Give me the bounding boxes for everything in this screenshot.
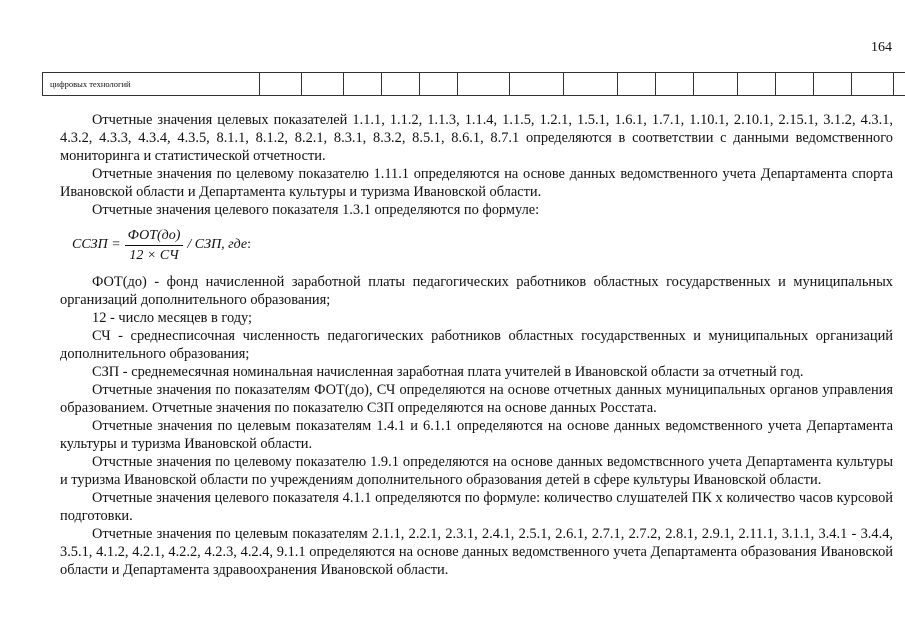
paragraph: Отчстные значения по целевому показателю 1.9.1 определяются на основе данных ведомствснного учета Департамента культуры и туризма Ивановской области по учреждениям дополнительного образования детей в сфере культуры Ивановской области.: [60, 454, 893, 488]
table-cell: [382, 73, 420, 96]
table-cell: [564, 73, 618, 96]
formula-lhs: ССЗП =: [72, 237, 121, 252]
table-cell: [510, 73, 564, 96]
paragraph: Отчетные значения целевого показателя 4.1.1 определяются по формуле: количество слушателей ПК х количество часов курсовой подготовки.: [60, 490, 893, 524]
paragraph: ФОТ(до) - фонд начисленной заработной платы педагогических работников областных государственных и муниципальных организаций дополнительного образования;: [60, 274, 893, 308]
table-cell: [260, 73, 302, 96]
paragraph: Отчетные значения по показателям ФОТ(до), СЧ определяются на основе отчетных данных муниципальных органов управления образованием. Отчетные значения по показателю СЗП определяются на основе данных Росстата.: [60, 382, 893, 416]
page-number: 164: [871, 40, 892, 55]
table-cell-label: цифровых технологий: [43, 73, 260, 96]
table-cell: [656, 73, 694, 96]
table-cell: [738, 73, 776, 96]
paragraph: Отчетные значения целевого показателя 1.3.1 определяются по формуле:: [92, 202, 540, 218]
table-row: [43, 73, 905, 96]
table-cell: [420, 73, 458, 96]
document-body: [60, 111, 893, 579]
formula-fraction: [125, 227, 184, 264]
paragraph: 12 - число месяцев в году;: [92, 310, 253, 326]
paragraph: Отчетные значения по целевым показателям 1.4.1 и 6.1.1 определяются на основе данных ведомственного учета Департамента культуры и туризма Ивановской области.: [60, 418, 893, 452]
formula: [60, 217, 893, 273]
table-cell: [458, 73, 510, 96]
table-cell: [302, 73, 344, 96]
table-cell: [694, 73, 738, 96]
formula-denominator: 12 × СЧ: [129, 247, 179, 263]
paragraph: Отчетные значения по целевым показателям 2.1.1, 2.2.1, 2.3.1, 2.4.1, 2.5.1, 2.6.1, 2.7.1, 2.7.2, 2.8.1, 2.9.1, 2.11.1, 3.1.1, 3.4.1 - 3.4.4, 3.5.1, 4.1.2, 4.2.1, 4.2.2, 4.2.3, 4.2.4, 9.1.1 определяются на основе данных ведомственного учета Департамента образования Ивановской области и Департамента здравоохранения Ивановской области.: [60, 526, 893, 578]
indicator-table-fragment: [42, 72, 905, 96]
formula-colon: :: [247, 237, 251, 252]
table-cell: [776, 73, 814, 96]
table-cell: [852, 73, 894, 96]
formula-rest: / СЗП, где: [187, 237, 248, 252]
table-cell: [894, 73, 905, 96]
paragraph: СЗП - среднемесячная номинальная начисленная заработная плата учителей в Ивановской области за отчетный год.: [92, 364, 804, 380]
paragraph: СЧ - среднесписочная численность педагогических работников областных государственных и муниципальных организаций дополнительного образования;: [60, 328, 893, 362]
table-cell: [814, 73, 852, 96]
table-cell: [618, 73, 656, 96]
paragraph: Отчетные значения целевых показателей 1.1.1, 1.1.2, 1.1.3, 1.1.4, 1.1.5, 1.2.1, 1.5.1, 1.6.1, 1.7.1, 1.10.1, 2.10.1, 2.15.1, 3.1.2, 4.3.1, 4.3.2, 4.3.3, 4.3.4, 4.3.5, 8.1.1, 8.1.2, 8.2.1, 8.3.1, 8.3.2, 8.5.1, 8.6.1, 8.7.1 определяются в соответствии с данными ведомственного мониторинга и статистической отчетности.: [60, 112, 893, 164]
paragraph: Отчетные значения по целевому показателю 1.11.1 определяются на основе данных ведомственного учета Департамента спорта Ивановской области и Департамента культуры и туризма Ивановской области.: [60, 166, 893, 200]
table-cell: [344, 73, 382, 96]
formula-numerator: ФОТ(до): [125, 227, 184, 246]
